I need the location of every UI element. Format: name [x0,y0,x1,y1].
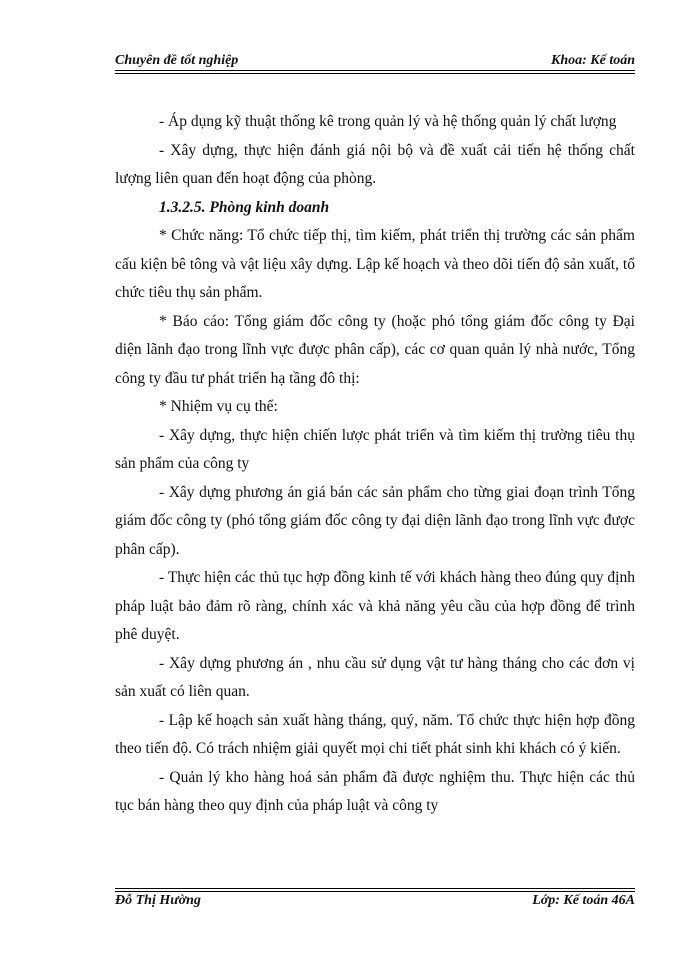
footer-divider [115,888,635,892]
paragraph-duty-strategy: - Xây dựng, thực hiện chiến lược phát triển và tìm kiếm thị trường tiêu thụ sản phẩm của công ty [115,426,635,472]
footer-class: Lớp: Kế toán 46A [532,893,635,908]
paragraph-function: * Chức năng: Tổ chức tiếp thị, tìm kiếm, phát triển thị trường các sản phẩm cấu kiện bê tông và vật liệu xây dựng. Lập kế hoạch và theo dõi tiến độ sản xuất, tổ chức tiêu thụ sản phẩm. [115,227,635,301]
paragraph-duty-planning: - Lập kế hoạch sản xuất hàng tháng, quý, năm. Tổ chức thực hiện hợp đồng theo tiến độ. Có trách nhiệm giải quyết mọi chi tiết phát sinh khi khách có ý kiến. [115,711,635,757]
paragraph-duty-contracts: - Thực hiện các thủ tục hợp đồng kinh tế với khách hàng theo đúng quy định pháp luật bảo đảm rõ ràng, chính xác và khả năng yêu cầu của hợp đồng để trình phê duyệt. [115,569,635,643]
header-document-title: Chuyên đề tốt nghiệp [115,53,239,68]
paragraph-duty-materials: - Xây dựng phương án , nhu cầu sử dụng vật tư hàng tháng cho các đơn vị sản xuất có liên quan. [115,654,635,700]
paragraph-duties-title: * Nhiệm vụ cụ thể: [159,398,278,415]
paragraph-internal-audit: - Xây dựng, thực hiện đánh giá nội bộ và đề xuất cải tiến hệ thống chất lượng liên quan đến hoạt động của phòng. [115,141,635,187]
section-heading: 1.3.2.5. Phòng kinh doanh [159,198,330,216]
page-footer [115,893,635,915]
header-divider [115,70,635,74]
paragraph-report: * Báo cáo: Tổng giám đốc công ty (hoặc phó tổng giám đốc công ty Đại diện lãnh đạo trong lĩnh vực được phân cấp), các cơ quan quản lý nhà nước, Tổng công ty đầu tư phát triển hạ tầng đô thị: [115,312,635,387]
paragraph-duty-pricing: - Xây dựng phương án giá bán các sản phẩm cho từng giai đoạn trình Tổng giám đốc công ty (phó tổng giám đốc công ty đại diện lãnh đạo trong lĩnh vực được phân cấp). [115,483,635,558]
paragraph-statistics: - Áp dụng kỹ thuật thống kê trong quản lý và hệ thống quản lý chất lượng [159,113,617,130]
paragraph-duty-warehouse: - Quản lý kho hàng hoá sản phẩm đã được nghiệm thu. Thực hiện các thủ tục bán hàng theo quy định của pháp luật và công ty [115,768,635,814]
header-department: Khoa: Kế toán [550,53,635,68]
footer-author: Đỗ Thị Hường [115,893,201,908]
page-header [115,47,635,69]
page-body [115,108,635,821]
